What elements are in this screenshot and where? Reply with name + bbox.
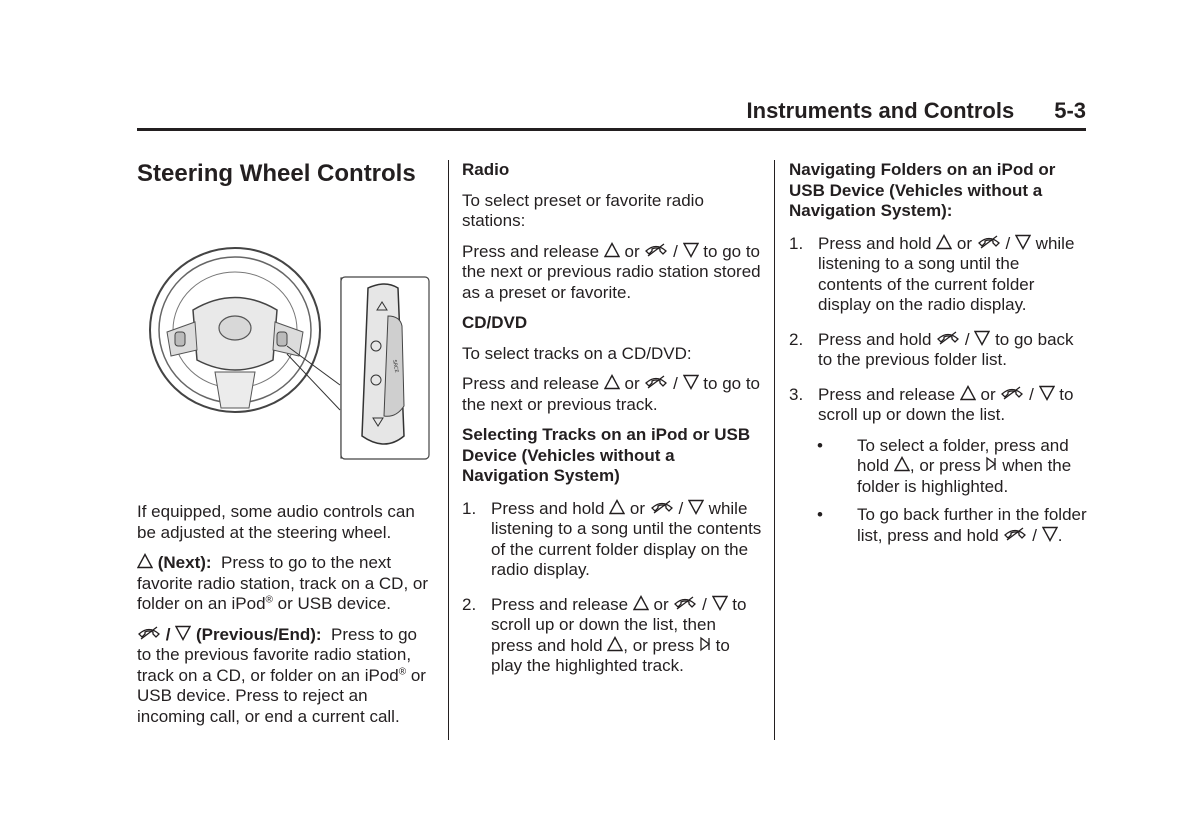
next-triangle-icon	[633, 595, 649, 611]
registered-mark: ®	[398, 665, 407, 677]
slash-text: /	[673, 374, 678, 393]
chapter-title: Instruments and Controls	[746, 98, 1015, 123]
list-item	[789, 330, 1087, 371]
previous-paragraph	[137, 625, 433, 728]
next-triangle-icon	[894, 456, 910, 472]
slash-text: /	[678, 498, 684, 518]
next-text: Press to go to the next favorite radio station, track on a CD, or folder on an iPod	[137, 553, 429, 613]
folder-steps	[789, 234, 1087, 426]
or-text: or	[624, 374, 640, 393]
previous-triangle-icon	[683, 374, 699, 390]
slash-text: /	[702, 594, 707, 614]
bullet-text: .	[1057, 525, 1063, 545]
page-number: 5-3	[1054, 98, 1086, 123]
phone-end-icon	[936, 330, 960, 346]
press-release-text: Press and release	[462, 241, 600, 261]
running-header	[0, 98, 1086, 124]
previous-triangle-icon	[688, 499, 704, 515]
previous-end-label: (Previous/End):	[195, 624, 322, 644]
radio-instruction	[462, 242, 762, 304]
step-text: Press and hold	[818, 233, 932, 253]
step-number: 1.	[462, 498, 477, 518]
list-item	[789, 385, 1087, 426]
next-triangle-icon	[960, 385, 976, 401]
step-number: 2.	[462, 594, 477, 614]
step-text: Press and hold	[818, 329, 932, 349]
bullet-text: when the folder is highlighted.	[857, 456, 1072, 496]
slash-text: /	[1032, 525, 1037, 545]
next-text-end: or USB device.	[272, 594, 392, 613]
or-text: or	[624, 241, 640, 261]
phone-end-icon	[644, 374, 668, 390]
previous-triangle-icon	[1039, 385, 1055, 401]
column-divider-2	[774, 160, 775, 740]
column-3	[789, 160, 1087, 554]
cd-instruction-text: to go to the next or previous track.	[462, 374, 761, 414]
phone-end-icon	[1003, 526, 1027, 542]
next-triangle-icon	[609, 499, 625, 515]
play-icon	[985, 456, 997, 472]
control-pad-inset	[340, 276, 430, 460]
folders-heading: Navigating Folders on an iPod or USB Device (Vehicles without a Navigation System):	[789, 160, 1056, 220]
bullet-text: To go back further in the folder list, press and hold	[857, 505, 1087, 545]
next-triangle-icon	[607, 636, 623, 652]
folder-tips	[817, 436, 1087, 547]
registered-mark: ®	[265, 594, 273, 606]
previous-triangle-icon	[974, 330, 990, 346]
previous-triangle-icon	[712, 595, 728, 611]
step-number: 1.	[789, 233, 804, 253]
or-text: or	[629, 498, 645, 518]
next-paragraph	[137, 553, 433, 615]
phone-end-icon	[650, 499, 674, 515]
intro-paragraph: If equipped, some audio controls can be adjusted at the steering wheel.	[137, 502, 415, 542]
phone-end-icon	[1000, 385, 1024, 401]
previous-triangle-icon	[683, 242, 699, 258]
list-item	[789, 234, 1087, 316]
bullet-text: , or press	[909, 456, 981, 475]
or-text: or	[980, 384, 996, 404]
bullet: •	[817, 435, 823, 455]
slash-text: /	[964, 329, 970, 349]
cd-instruction	[462, 374, 762, 415]
previous-triangle-icon	[1042, 526, 1058, 542]
next-triangle-icon	[604, 374, 620, 390]
ipod-heading: Selecting Tracks on an iPod or USB Device (Vehicles without a Navigation System)	[462, 425, 751, 485]
srce-label: SRCE	[391, 359, 400, 374]
bullet: •	[817, 505, 823, 524]
previous-triangle-icon	[175, 625, 191, 641]
slash-text: /	[1029, 384, 1034, 404]
step-text: Press and hold	[491, 498, 605, 518]
step-number: 2.	[789, 329, 804, 349]
list-item	[817, 505, 1087, 546]
slash-text: /	[673, 241, 678, 261]
step-text: to go back to the previous folder list.	[818, 329, 1074, 369]
step-text: to scroll up or down the list, then press and hold	[491, 594, 747, 655]
or-text: or	[653, 594, 669, 614]
step-text: , or press	[623, 635, 695, 655]
step-text: Press and release	[818, 384, 956, 404]
step-text: Press and release	[491, 594, 629, 614]
section-heading: Steering Wheel Controls	[137, 160, 416, 187]
list-item	[462, 499, 762, 581]
radio-instruction-text: to go to the next or previous radio station stored as a preset or favorite.	[462, 241, 761, 302]
bullet-text: To select a folder, press and hold	[857, 435, 1069, 475]
radio-intro: To select preset or favorite radio stations:	[462, 190, 704, 230]
next-triangle-icon	[137, 553, 153, 569]
or-text: or	[956, 233, 972, 253]
column-divider-1	[448, 160, 449, 740]
step-text: to play the highlighted track.	[491, 635, 730, 675]
prev-slash: /	[165, 624, 171, 644]
header-rule	[137, 128, 1086, 131]
play-icon	[699, 636, 711, 652]
step-number: 3.	[789, 384, 804, 404]
column-1	[137, 160, 433, 737]
phone-end-icon	[644, 242, 668, 258]
list-item	[462, 595, 762, 677]
steering-wheel-illustration	[145, 240, 400, 462]
step-text: while listening to a song until the contents of the current folder display on the radio display.	[491, 498, 762, 579]
press-release-text: Press and release	[462, 374, 600, 393]
phone-end-icon	[977, 234, 1001, 250]
column-2	[462, 160, 762, 691]
slash-text: /	[1005, 233, 1011, 253]
cd-heading: CD/DVD	[462, 313, 528, 332]
step-text: to scroll up or down the list.	[818, 384, 1074, 424]
next-label: (Next):	[157, 553, 212, 572]
step-text: while listening to a song until the contents of the current folder display on the radio display.	[818, 233, 1075, 314]
list-item	[817, 436, 1087, 498]
cd-intro: To select tracks on a CD/DVD:	[462, 343, 692, 363]
phone-end-icon	[137, 625, 161, 641]
previous-triangle-icon	[1015, 234, 1031, 250]
next-triangle-icon	[604, 242, 620, 258]
previous-text: Press to go to the previous favorite radio station, track on a CD, or folder on an iPod	[137, 624, 418, 685]
next-triangle-icon	[936, 234, 952, 250]
previous-text-end: or USB device. Press to reject an incoming call, or end a current call.	[137, 665, 426, 726]
radio-heading: Radio	[462, 160, 510, 179]
ipod-steps	[462, 499, 762, 677]
phone-end-icon	[673, 595, 697, 611]
